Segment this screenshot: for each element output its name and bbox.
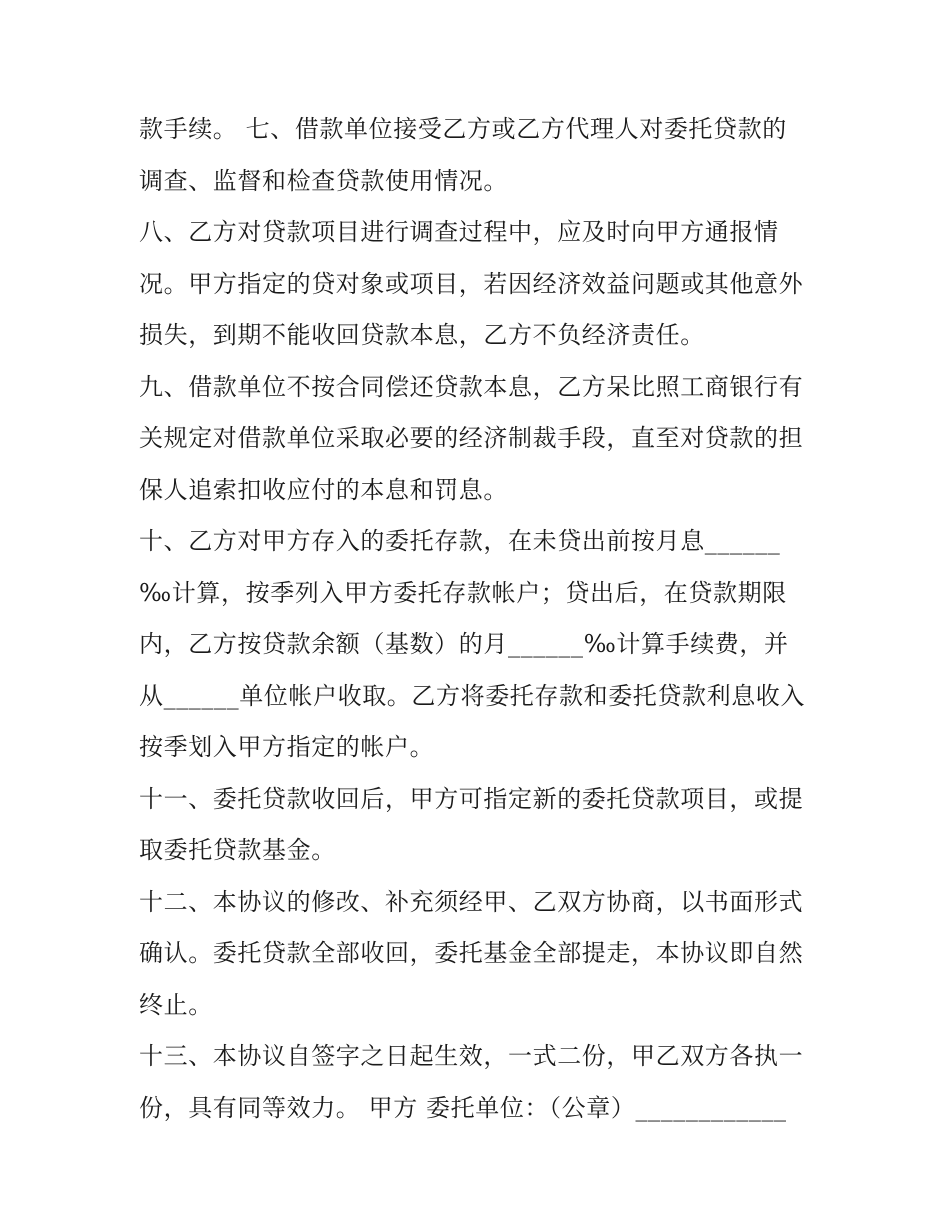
document-body — [139, 104, 819, 1134]
text-line: 份，具有同等效力。 甲方 委托单位：（公章）____________ — [139, 1093, 787, 1122]
text-line: 十一、委托贷款收回后，甲方可指定新的委托贷款项目，或提 — [139, 784, 804, 813]
text-line: 十三、本协议自签字之日起生效，一式二份，甲乙双方各执一 — [139, 1042, 804, 1070]
text-line: 从______单位帐户收取。乙方将委托存款和委托贷款利息收入 — [139, 681, 805, 710]
text-line: 款手续。 七、借款单位接受乙方或乙方代理人对委托贷款的 — [139, 115, 787, 143]
text-line: 十二、本协议的修改、补充须经甲、乙双方协商，以书面形式 — [139, 887, 804, 916]
text-line: 况。甲方指定的贷对象或项目，若因经济效益问题或其他意外 — [139, 269, 804, 298]
text-line: 保人追索扣收应付的本息和罚息。 — [139, 475, 508, 504]
text-line: 九、借款单位不按合同偿还贷款本息，乙方呆比照工商银行有 — [139, 372, 804, 401]
text-line: ‰计算，按季列入甲方委托存款帐户；贷出后，在贷款期限 — [139, 578, 787, 607]
text-line: 终止。 — [139, 990, 213, 1019]
text-line: 内，乙方按贷款余额（基数）的月______‰计算手续费，并 — [139, 630, 789, 658]
text-line: 确认。委托贷款全部收回，委托基金全部提走，本协议即自然 — [139, 939, 804, 967]
text-line: 按季划入甲方指定的帐户。 — [139, 733, 435, 761]
text-line: 损失，到期不能收回贷款本息，乙方不负经济责任。 — [139, 321, 705, 349]
text-line: 关规定对借款单位采取必要的经济制裁手段，直至对贷款的担 — [139, 424, 804, 452]
text-line: 取委托贷款基金。 — [139, 836, 336, 864]
text-line: 十、乙方对甲方存入的委托存款，在未贷出前按月息______ — [139, 527, 781, 555]
text-line: 八、乙方对贷款项目进行调查过程中，应及时向甲方通报情 — [139, 218, 779, 246]
text-line: 调查、监督和检查贷款使用情况。 — [139, 166, 508, 195]
